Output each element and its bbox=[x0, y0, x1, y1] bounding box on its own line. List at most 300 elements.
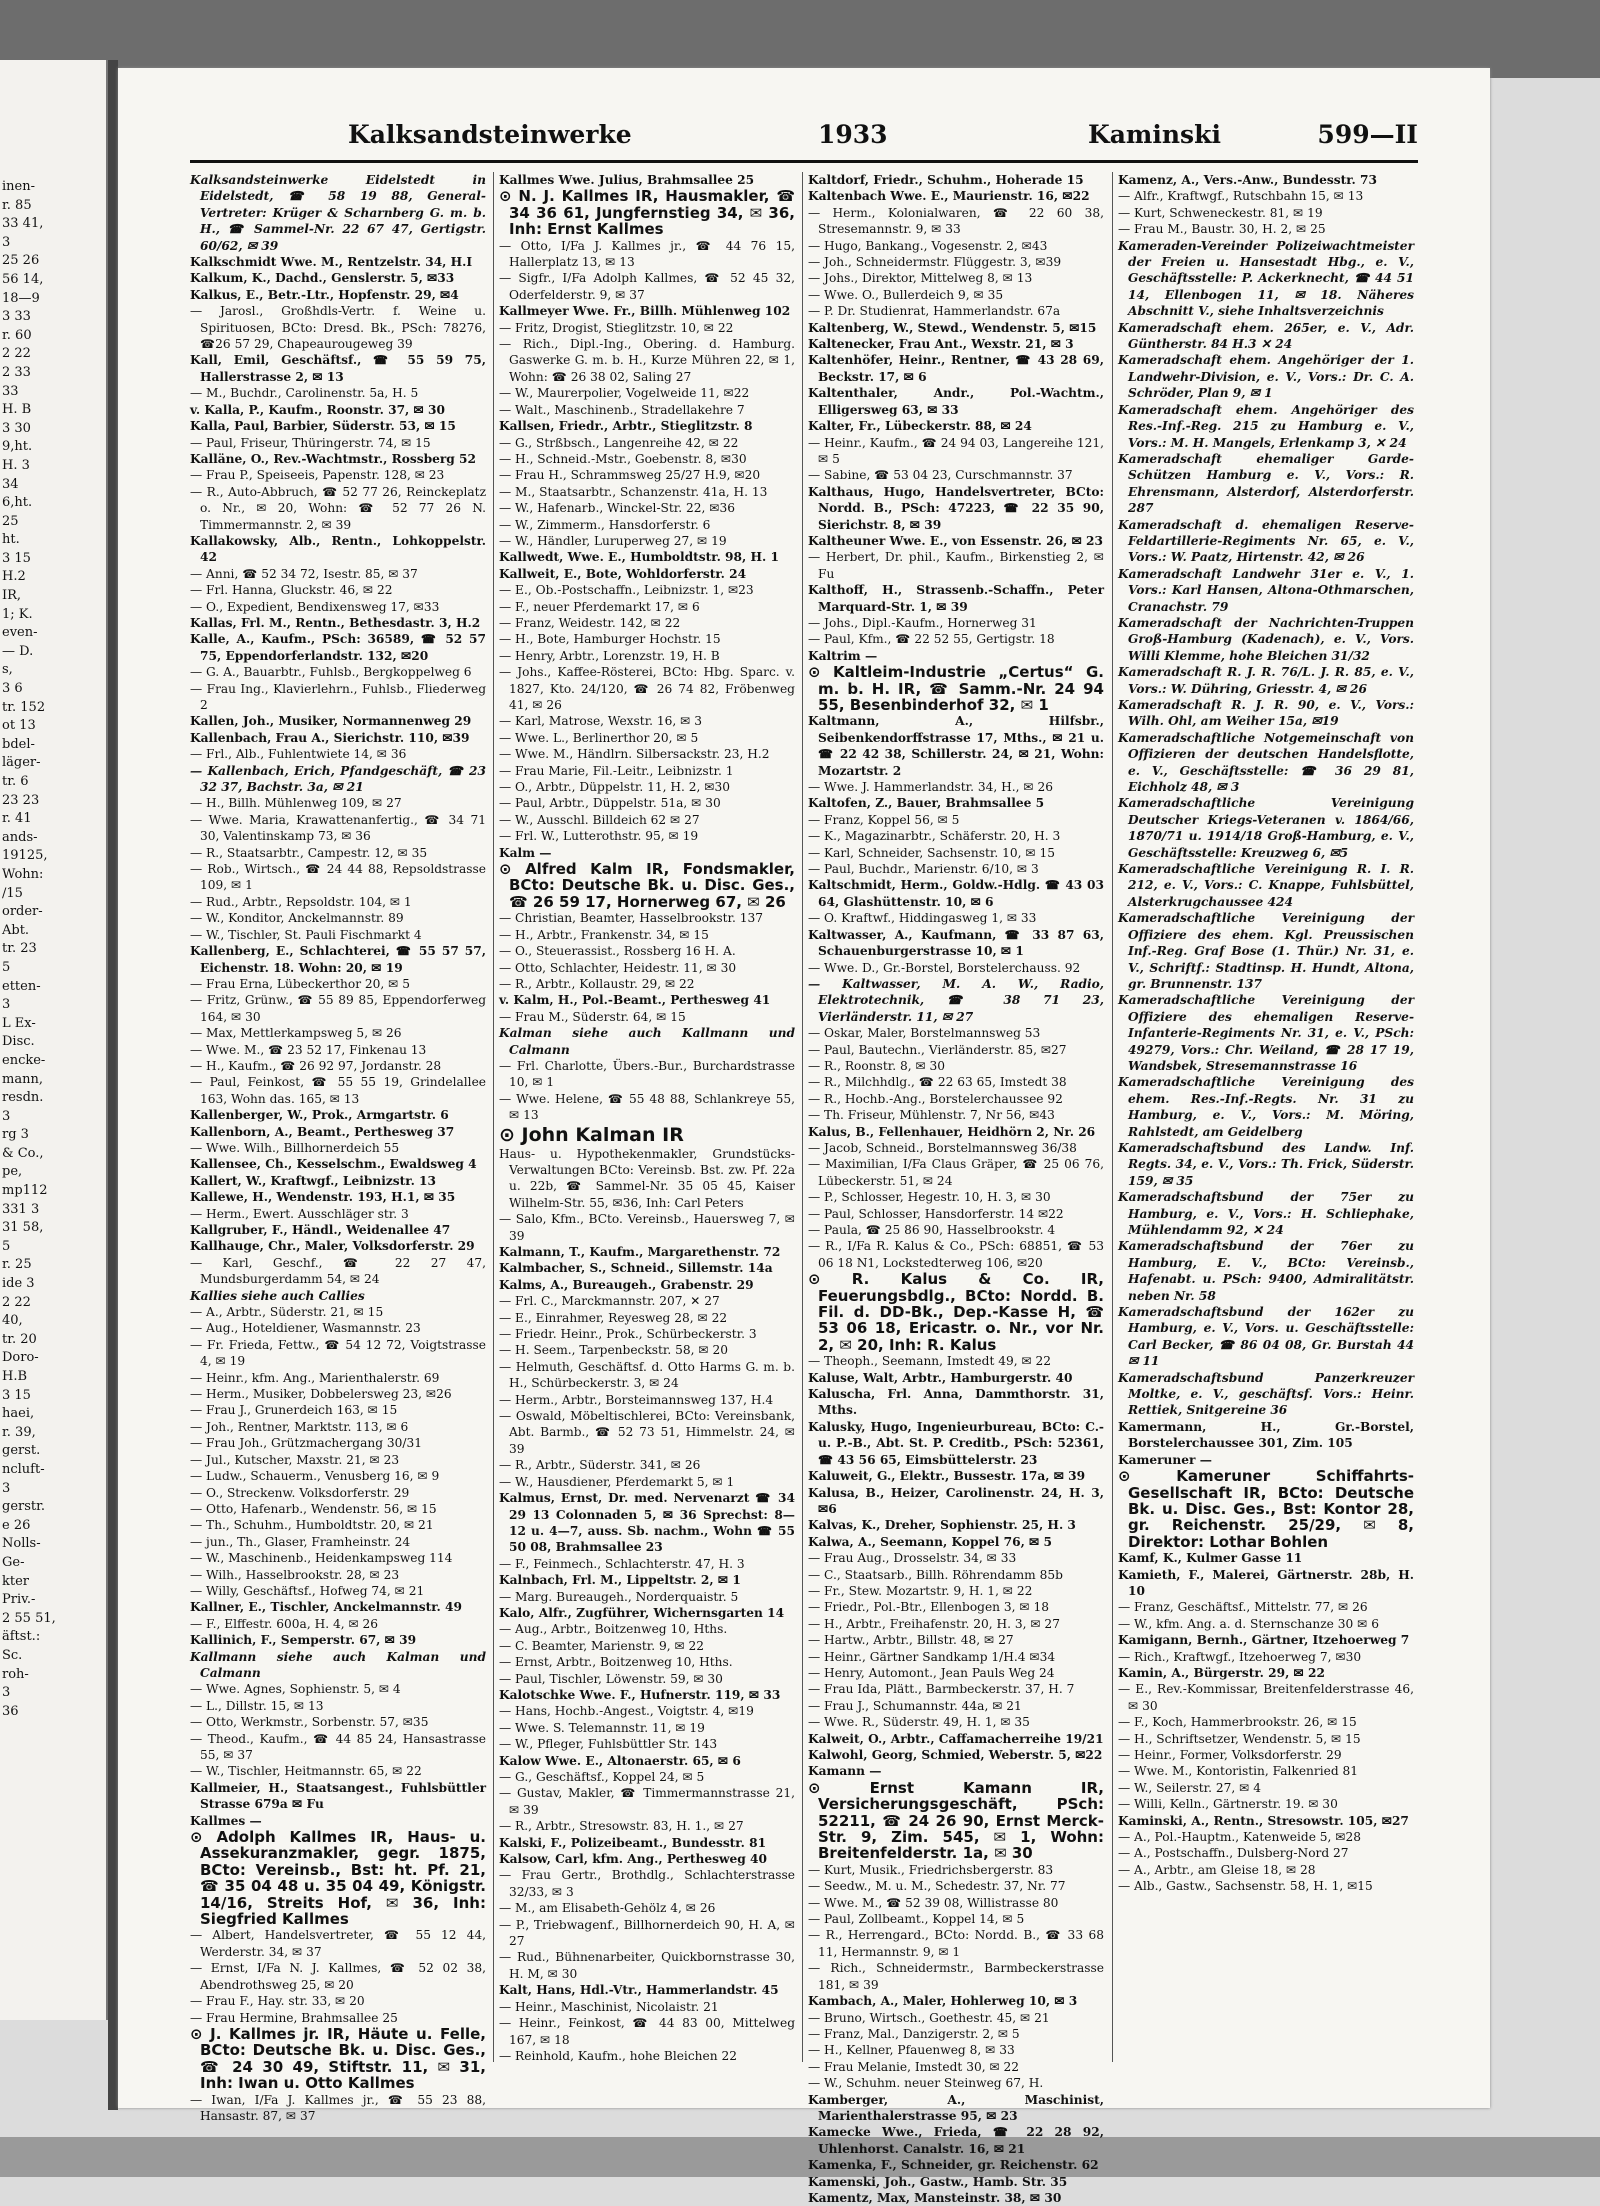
directory-entry: — Frl. W., Lutterothstr. 95, ✉ 19 bbox=[499, 829, 699, 844]
directory-entry: — H., Arbtr., Freihafenstr. 20, H. 3, ✉ 27 bbox=[808, 1616, 1060, 1631]
directory-entry: — H., Schriftsetzer, Wendenstr. 5, ✉ 15 bbox=[1118, 1731, 1361, 1746]
directory-entry: — Hans, Hochb.-Angest., Voigtstr. 4, ✉19 bbox=[499, 1704, 754, 1719]
directory-entry: Kalkum, K., Dachd., Genslerstr. 5, ✉33 bbox=[190, 271, 455, 286]
prev-page-line: 40, bbox=[2, 1313, 23, 1329]
directory-entry: — Heinr., kfm. Ang., Marienthalerstr. 69 bbox=[190, 1370, 440, 1385]
prev-page-line: Disc. bbox=[2, 1034, 35, 1050]
directory-entry: — Herbert, Dr. phil., Kaufm., Birkenstieg 2, ✉ Fu bbox=[808, 550, 1104, 581]
directory-entry: — Frl. Hanna, Gluckstr. 46, ✉ 22 bbox=[190, 583, 393, 598]
prev-page-line: ht. bbox=[2, 532, 20, 548]
directory-entry: — Paul, Tischler, Löwenstr. 59, ✉ 30 bbox=[499, 1671, 723, 1686]
directory-entry: — Seedw., M. u. M., Schedestr. 37, Nr. 77 bbox=[808, 1879, 1066, 1894]
directory-entry: — Wwe. M., Kontoristin, Falkenried 81 bbox=[1118, 1764, 1359, 1779]
directory-entry: Kallensee, Ch., Kesselschm., Ewaldsweg 4 bbox=[190, 1157, 477, 1172]
directory-entry: ⊙ Kameruner Schiffahrts-Gesellschaft IR, BCto: Deutsche Bk. u. Disc. Ges., Bst: Kontor 28, gr. Reichenstr. 25/29, ✉ 8, Direktor: Lothar Bohlen bbox=[1118, 1467, 1414, 1551]
directory-entry: — Albert, Handelsvertreter, ☎ 55 12 44, Werderstr. 34, ✉ 37 bbox=[190, 1928, 486, 1959]
directory-entry: Kalusa, B., Heizer, Carolinenstr. 24, H. 3, ✉6 bbox=[808, 1485, 1104, 1516]
directory-entry: — Maximilian, I/Fa Claus Gräper, ☎ 25 06 76, Lübeckerstr. 51, ✉ 24 bbox=[808, 1157, 1104, 1188]
directory-entry: Kalthaus, Hugo, Handelsvertreter, BCto: Nordd. B., PSch: 47223, ☎ 22 35 90, Sierichstr. 8, ✉ 39 bbox=[808, 484, 1104, 532]
directory-entry: — Aug., Arbtr., Boitzenweg 10, Hths. bbox=[499, 1622, 728, 1637]
prev-page-line: 2 22 bbox=[2, 1294, 31, 1310]
directory-entry: — Reinhold, Kaufm., hohe Bleichen 22 bbox=[499, 2048, 737, 2063]
directory-entry: — R., Auto-Abbruch, ☎ 52 77 26, Reinckeplatz o. Nr., ✉ 20, Wohn: ☎ 52 77 26 N. Timmermannstr. 2, ✉ 39 bbox=[190, 484, 486, 532]
directory-entry: v. Kalm, H., Pol.-Beamt., Perthesweg 41 bbox=[499, 993, 771, 1008]
directory-entry: Kalksandsteinwerke Eidelstedt in Eidelstedt, ☎ 58 19 88, General-Vertreter: Krüger & Scharnberg G. m. b. H., ☎ Sammel-Nr. 22 67 47, Gertigstr. 60/62, ✉ 39 bbox=[190, 173, 486, 253]
directory-entry: — Paul, Zollbeamt., Koppel 14, ✉ 5 bbox=[808, 1912, 1025, 1927]
directory-entry: Kaltrim — bbox=[808, 648, 878, 663]
directory-entry: — Otto, Hafenarb., Wendenstr. 56, ✉ 15 bbox=[190, 1501, 437, 1516]
directory-entry: Kallhauge, Chr., Maler, Volksdorferstr. 29 bbox=[190, 1239, 475, 1254]
directory-entry: — Alb., Gastw., Sachsenstr. 58, H. 1, ✉15 bbox=[1118, 1879, 1373, 1894]
directory-entry: — W., Händler, Luruperweg 27, ✉ 19 bbox=[499, 533, 727, 548]
directory-entry: — Wilh., Hasselbrookstr. 28, ✉ 23 bbox=[190, 1567, 400, 1582]
directory-entry: — F., Feinmech., Schlachterstr. 47, H. 3 bbox=[499, 1556, 745, 1571]
directory-entry: ⊙ John Kalman IR bbox=[499, 1123, 684, 1146]
directory-entry: Kameradschaft Landwehr 31er e. V., 1. Vors.: Karl Hansen, Altona-Othmarschen, Cranachstr. 79 bbox=[1118, 566, 1414, 614]
prev-page-line: pe, bbox=[2, 1164, 23, 1180]
directory-entry: — Franz, Mal., Danzigerstr. 2, ✉ 5 bbox=[808, 2026, 1020, 2041]
directory-entry: — Wwe. Maria, Krawattenanfertig., ☎ 34 71 30, Valentinskamp 73, ✉ 36 bbox=[190, 812, 486, 844]
directory-entry: Kalkschmidt Wwe. M., Rentzelstr. 34, H.I bbox=[190, 255, 473, 270]
directory-entry: — Max, Mettlerkampsweg 5, ✉ 26 bbox=[190, 1026, 402, 1041]
prev-page-line: 1; K. bbox=[2, 606, 33, 622]
prev-page-line: & Co., bbox=[2, 1145, 44, 1161]
directory-entry: — G. A., Bauarbtr., Fuhlsb., Bergkoppelweg 6 bbox=[190, 665, 472, 680]
book-spine bbox=[108, 60, 118, 2110]
directory-entry: — Bruno, Wirtsch., Goethestr. 45, ✉ 21 bbox=[808, 2010, 1050, 2025]
directory-entry: Kalski, F., Polizeibeamt., Bundesstr. 81 bbox=[499, 1835, 767, 1850]
directory-entry: — Kallenbach, Erich, Pfandgeschäft, ☎ 23 32 37, Bachstr. 3a, ✉ 21 bbox=[190, 763, 486, 795]
directory-entry: — Frau P., Speiseeis, Papenstr. 128, ✉ 23 bbox=[190, 468, 445, 483]
directory-entry: Kalter, Fr., Lübeckerstr. 88, ✉ 24 bbox=[808, 419, 1032, 434]
directory-entry: — Herm., Musiker, Dobbelersweg 23, ✉26 bbox=[190, 1387, 452, 1402]
directory-entry: — Karl, Geschf., ☎ 22 27 47, Mundsburgerdamm 54, ✉ 24 bbox=[190, 1255, 486, 1287]
directory-entry: — Kaltwasser, M. A. W., Radio, Elektrotechnik, ☎ 38 71 23, Vierländerstr. 11, ✉ 27 bbox=[808, 976, 1104, 1024]
directory-entry: — Friedr., Pol.-Btr., Ellenbogen 3, ✉ 18 bbox=[808, 1600, 1049, 1615]
prev-page-line: r. 85 bbox=[2, 197, 32, 213]
directory-entry: — Paul, Kfm., ☎ 22 52 55, Gertigstr. 18 bbox=[808, 632, 1055, 647]
prev-page-line: 23 23 bbox=[2, 792, 40, 808]
directory-entry: Kallies siehe auch Callies bbox=[190, 1288, 365, 1303]
prev-page-line: 25 bbox=[2, 513, 19, 529]
directory-entry: — W., Schuhm. neuer Steinweg 67, H. bbox=[808, 2076, 1044, 2091]
directory-entry: Kaltenthaler, Andr., Pol.-Wachtm., Elligersweg 63, ✉ 33 bbox=[808, 386, 1104, 417]
directory-entry: — G., Geschäftsf., Koppel 24, ✉ 5 bbox=[499, 1770, 705, 1784]
directory-entry: — Frl. Charlotte, Übers.-Bur., Burchardstrasse 10, ✉ 1 bbox=[499, 1058, 795, 1090]
prev-page-line: kter bbox=[2, 1573, 30, 1589]
directory-entry: — Jacob, Schneid., Borstelmannsweg 36/38 bbox=[808, 1140, 1077, 1155]
column-divider bbox=[1112, 172, 1113, 2062]
directory-entry: ⊙ Alfred Kalm IR, Fondsmakler, BCto: Deutsche Bk. u. Disc. Ges., ☎ 26 59 17, Hornerweg 67, ✉ 26 bbox=[499, 860, 795, 911]
header-year: 1933 bbox=[818, 120, 888, 149]
prev-page-line: mp112 bbox=[2, 1183, 48, 1199]
directory-entry: — A., Pol.-Hauptm., Katenweide 5, ✉28 bbox=[1118, 1830, 1362, 1845]
directory-entry: Kallen, Joh., Musiker, Normannenweg 29 bbox=[190, 714, 472, 729]
directory-entry: — H. Seem., Tarpenbeckstr. 58, ✉ 20 bbox=[499, 1343, 728, 1358]
prev-page-line: läger- bbox=[2, 755, 41, 771]
directory-entry: Kaminski, A., Rentn., Stresowstr. 105, ✉27 bbox=[1118, 1813, 1409, 1828]
directory-entry: Kallmes — bbox=[190, 1813, 262, 1828]
directory-entry: — Paul, Bautechn., Vierländerstr. 85, ✉27 bbox=[808, 1042, 1067, 1057]
prev-page-line: 33 bbox=[2, 383, 19, 399]
prev-page-line: ide 3 bbox=[2, 1276, 35, 1292]
prev-page-line: /15 bbox=[2, 885, 23, 901]
prev-page-line: Abt. bbox=[2, 922, 30, 938]
directory-entry: — R., I/Fa R. Kalus & Co., PSch: 68851, ☎ 53 06 18 N1, Lockstedterweg 106, ✉20 bbox=[808, 1239, 1104, 1270]
directory-entry: — R., Arbtr., Stresowstr. 83, H. 1., ✉ 27 bbox=[499, 1819, 744, 1834]
previous-page-fragment bbox=[0, 60, 108, 2020]
directory-entry: — Fritz, Grünw., ☎ 55 89 85, Eppendorferweg 164, ✉ 30 bbox=[190, 993, 486, 1024]
directory-entry: Kalsow, Carl, kfm. Ang., Perthesweg 40 bbox=[499, 1852, 767, 1867]
prev-page-line: L Ex- bbox=[2, 1015, 36, 1031]
prev-page-line: 34 bbox=[2, 476, 19, 492]
directory-entry: — Wwe. Agnes, Sophienstr. 5, ✉ 4 bbox=[190, 1682, 401, 1697]
directory-entry: — M., Buchdr., Carolinenstr. 5a, H. 5 bbox=[190, 386, 419, 401]
prev-page-line: rg 3 bbox=[2, 1127, 29, 1143]
directory-entry: Kaltenecker, Frau Ant., Wexstr. 21, ✉ 3 bbox=[808, 337, 1074, 352]
directory-entry: — W., Hafenarb., Winckel-Str. 22, ✉36 bbox=[499, 501, 736, 516]
directory-entry: — Walt., Maschinenb., Stradellakehre 7 bbox=[499, 402, 745, 417]
directory-entry: — Frau M., Baustr. 30, H. 2, ✉ 25 bbox=[1118, 222, 1326, 237]
directory-entry: Kameradschaftsbund Panzerkreuzer Moltke, e. V., geschäftsf. Vors.: Heinr. Rettiek, Snitgereine 36 bbox=[1118, 1370, 1414, 1418]
prev-page-line: 3 bbox=[2, 1480, 11, 1496]
directory-entry: Kalla, Paul, Barbier, Süderstr. 53, ✉ 15 bbox=[190, 419, 456, 434]
directory-entry: Kalwa, A., Seemann, Koppel 76, ✉ 5 bbox=[808, 1534, 1052, 1549]
directory-entry: Kameradschaftliche Vereinigung des ehem. Res.-Inf.-Regts. Nr. 31 zu Hamburg, e. V., Vors.: M. Möring, Rahlstedt, am Geidelberg bbox=[1118, 1075, 1414, 1139]
prev-page-line: 9,ht. bbox=[2, 439, 33, 455]
directory-entry: — Heinr., Feinkost, ☎ 44 83 00, Mittelweg 167, ✉ 18 bbox=[499, 2016, 795, 2047]
directory-entry: — R., Roonstr. 8, ✉ 30 bbox=[808, 1058, 946, 1073]
prev-page-line: mann, bbox=[2, 1071, 43, 1087]
prev-page-line: äftst.: bbox=[2, 1629, 41, 1645]
directory-entry: — Henry, Arbtr., Lorenzstr. 19, H. B bbox=[499, 648, 720, 663]
prev-page-line: 3 bbox=[2, 1685, 11, 1701]
directory-entry: Kamenka, F., Schneider, gr. Reichenstr. 62 bbox=[808, 2158, 1099, 2173]
directory-entry: — W., Pfleger, Fuhlsbüttler Str. 143 bbox=[499, 1737, 718, 1752]
directory-entry: — Salo, Kfm., BCto. Vereinsb., Hauersweg 7, ✉ 39 bbox=[499, 1212, 795, 1243]
directory-entry: Kamf, K., Kulmer Gasse 11 bbox=[1118, 1551, 1303, 1566]
directory-entry: — Ernst, Arbtr., Boitzenweg 10, Hths. bbox=[499, 1655, 733, 1670]
directory-entry: Kall, Emil, Geschäftsf., ☎ 55 59 75, Hallerstrasse 2, ✉ 13 bbox=[190, 353, 486, 384]
directory-entry: — R., Herrengard., BCto: Nordd. B., ☎ 33 68 11, Hermannstr. 9, ✉ 1 bbox=[808, 1928, 1104, 1959]
directory-entry: — W., kfm. Ang. a. d. Sternschanze 30 ✉ 6 bbox=[1118, 1616, 1379, 1631]
directory-entry: Kaltheuner Wwe. E., von Essenstr. 26, ✉ 23 bbox=[808, 533, 1104, 548]
directory-entry: Kalwohl, Georg, Schmied, Weberstr. 5, ✉22 bbox=[808, 1748, 1103, 1762]
directory-entry: Kalt, Hans, Hdl.-Vtr., Hammerlandstr. 45 bbox=[499, 1983, 779, 1998]
prev-page-line: 2 55 51, bbox=[2, 1610, 56, 1626]
directory-entry: Kalle, A., Kaufm., PSch: 36589, ☎ 52 57 75, Eppendorferlandstr. 132, ✉20 bbox=[190, 632, 486, 663]
directory-entry: — Willy, Geschäftsf., Hofweg 74, ✉ 21 bbox=[190, 1583, 425, 1598]
directory-entry: — Rud., Arbtr., Repsoldstr. 104, ✉ 1 bbox=[190, 894, 412, 909]
prev-page-line: tr. 23 bbox=[2, 941, 37, 957]
directory-entry: — Rich., Kraftwgf., Itzehoerweg 7, ✉30 bbox=[1118, 1649, 1362, 1664]
directory-entry: Kallmeyer Wwe. Fr., Billh. Mühlenweg 102 bbox=[499, 304, 791, 319]
prev-page-line: 3 15 bbox=[2, 1387, 31, 1403]
directory-entry: — Wwe. O., Bullerdeich 9, ✉ 35 bbox=[808, 287, 1004, 302]
directory-entry: — Frau M., Süderstr. 64, ✉ 15 bbox=[499, 1009, 686, 1024]
directory-entry: Kallmes Wwe. Julius, Brahmsallee 25 bbox=[499, 173, 755, 187]
column-divider bbox=[493, 172, 494, 2062]
prev-page-line: Nolls- bbox=[2, 1536, 41, 1552]
directory-entry: — Johs., Dipl.-Kaufm., Hornerweg 31 bbox=[808, 615, 1037, 630]
header-last-entry: Kaminski bbox=[1088, 120, 1221, 149]
directory-entry: Kamann — bbox=[808, 1764, 882, 1779]
directory-entry: — Frl., Alb., Fuhlentwiete 14, ✉ 36 bbox=[190, 747, 407, 762]
directory-entry: — Wwe. S. Telemannstr. 11, ✉ 19 bbox=[499, 1720, 705, 1735]
directory-entry: Kaltschmidt, Herm., Goldw.-Hdlg. ☎ 43 03 64, Glashüttenstr. 10, ✉ 6 bbox=[808, 878, 1104, 909]
directory-entry: — Johs., Direktor, Mittelweg 8, ✉ 13 bbox=[808, 271, 1033, 286]
directory-entry: Kalweit, O., Arbtr., Caffamacherreihe 19/21 bbox=[808, 1731, 1104, 1746]
prev-page-line: r. 60 bbox=[2, 327, 32, 343]
prev-page-line: Priv.- bbox=[2, 1592, 36, 1608]
prev-page-line: 3 bbox=[2, 234, 11, 250]
directory-entry: Kallinich, F., Semperstr. 67, ✉ 39 bbox=[190, 1633, 417, 1648]
directory-entry: — Frau Melanie, Imstedt 30, ✉ 22 bbox=[808, 2059, 1020, 2074]
directory-entry: Kameradschaft ehem. Angehöriger der 1. Landwehr-Division, e. V., Vors.: Dr. C. A. Schröder, Plan 9, ✉ 1 bbox=[1118, 353, 1414, 401]
directory-entry: — Sabine, ☎ 53 04 23, Curschmannstr. 37 bbox=[808, 468, 1073, 483]
column-divider bbox=[802, 172, 803, 2062]
directory-entry: — Rich., Dipl.-Ing., Obering. d. Hamburg. Gaswerke G. m. b. H., Kurze Mühren 22, ✉ 1, Wohn: ☎ 26 38 02, Saling 27 bbox=[499, 337, 795, 384]
directory-entry: — Wwe. L., Berlinerthor 20, ✉ 5 bbox=[499, 730, 699, 745]
directory-entry: — K., Magazinarbtr., Schäferstr. 20, H. 3 bbox=[808, 829, 1061, 844]
directory-entry: — W., Maurerpolier, Vogelweide 11, ✉22 bbox=[499, 386, 750, 401]
directory-entry: Kallweit, E., Bote, Wohldorferstr. 24 bbox=[499, 566, 747, 581]
prev-page-line: 3 bbox=[2, 1108, 11, 1124]
directory-entry: — Th., Schuhm., Humboldtstr. 20, ✉ 21 bbox=[190, 1518, 434, 1533]
directory-entry: — Frau Aug., Drosselstr. 34, ✉ 33 bbox=[808, 1551, 1017, 1566]
directory-entry: — Joh., Schneidermstr. Flüggestr. 3, ✉39 bbox=[808, 255, 1062, 270]
running-header bbox=[188, 120, 1418, 160]
directory-entry: Kameradschaft R. J. R. 90, e. V., Vors.: Wilh. Ohl, am Weiher 15a, ✉19 bbox=[1118, 698, 1414, 729]
directory-entry: — Oskar, Maler, Borstelmannsweg 53 bbox=[808, 1026, 1041, 1041]
prev-page-line: H.B bbox=[2, 1369, 28, 1384]
prev-page-line: — D. bbox=[2, 643, 34, 659]
directory-entry: — P. Dr. Studienrat, Hammerlandstr. 67a bbox=[808, 304, 1061, 319]
directory-entry: — E., Rev.-Kommissar, Breitenfelderstrasse 46, ✉ 30 bbox=[1118, 1682, 1414, 1713]
directory-entry: Kaltdorf, Friedr., Schuhm., Hoherade 15 bbox=[808, 173, 1084, 187]
prev-page-line: r. 41 bbox=[2, 811, 32, 827]
directory-entry: Kalnbach, Frl. M., Lippeltstr. 2, ✉ 1 bbox=[499, 1573, 741, 1588]
directory-entry: — Franz, Geschäftsf., Mittelstr. 77, ✉ 26 bbox=[1118, 1600, 1368, 1615]
directory-entry: — Wwe. D., Gr.-Borstel, Borstelerchauss. 92 bbox=[808, 960, 1081, 975]
directory-entry: — Jul., Kutscher, Maxstr. 21, ✉ 23 bbox=[190, 1452, 400, 1467]
directory-entry: Kallas, Frl. M., Rentn., Bethesdastr. 3, H.2 bbox=[190, 615, 481, 630]
directory-entry: — Alfr., Kraftwgf., Rutschbahn 15, ✉ 13 bbox=[1118, 189, 1364, 204]
prev-page-line: Wohn: bbox=[2, 866, 44, 882]
directory-page bbox=[118, 68, 1490, 2205]
directory-entry: — Wwe. M., Händlrn. Silbersackstr. 23, H.2 bbox=[499, 747, 770, 762]
directory-entry: Kallner, E., Tischler, Anckelmannstr. 49 bbox=[190, 1600, 462, 1615]
directory-entry: — Ludw., Schauerm., Venusberg 16, ✉ 9 bbox=[190, 1469, 440, 1484]
directory-entry: Kamecke Wwe., Frieda, ☎ 22 28 92, Uhlenhorst. Canalstr. 16, ✉ 21 bbox=[808, 2125, 1104, 2156]
directory-entry: Kalus, B., Fellenhauer, Heidhörn 2, Nr. 26 bbox=[808, 1124, 1096, 1139]
directory-entry: — Frau J., Schumannstr. 44a, ✉ 21 bbox=[808, 1698, 1022, 1713]
directory-entry: Kamin, A., Bürgerstr. 29, ✉ 22 bbox=[1118, 1665, 1325, 1680]
prev-page-line: 3 6 bbox=[2, 681, 23, 697]
directory-entry: Kallmeier, H., Staatsangest., Fuhlsbüttler Strasse 679a ✉ Fu bbox=[190, 1780, 486, 1812]
directory-entry: Kameradschaftsbund der 162er zu Hamburg, e. V., Vors. u. Geschäftsstelle: Carl Becker, ☎ 86 04 08, Gr. Burstah 44 ✉ 11 bbox=[1118, 1305, 1414, 1369]
prev-page-line: Sc. bbox=[2, 1647, 23, 1663]
directory-entry: Kalman siehe auch Kallmann und Calmann bbox=[499, 1026, 795, 1057]
prev-page-line: s, bbox=[2, 662, 13, 678]
directory-entry: — Herm., Arbtr., Borsteimannsweg 137, H.4 bbox=[499, 1392, 774, 1407]
directory-entry: — Helmuth, Geschäftsf. d. Otto Harms G. m. b. H., Schürbeckerstr. 3, ✉ 24 bbox=[499, 1359, 795, 1391]
directory-entry: — A., Postschaffn., Dulsberg-Nord 27 bbox=[1118, 1846, 1349, 1861]
directory-entry: Kallenbach, Frau A., Sierichstr. 110, ✉39 bbox=[190, 730, 470, 745]
directory-entry: — Heinr., Gärtner Sandkamp 1/H.4 ✉34 bbox=[808, 1649, 1056, 1664]
directory-entry: — Frau Gertr., Brothdlg., Schlachterstrasse 32/33, ✉ 3 bbox=[499, 1868, 795, 1899]
directory-entry: — Wwe. M., ☎ 52 39 08, Willistrasse 80 bbox=[808, 1895, 1059, 1910]
directory-entry: Kaltwasser, A., Kaufmann, ☎ 33 87 63, Schauenburgerstrasse 10, ✉ 1 bbox=[808, 927, 1104, 959]
prev-page-line: 3 bbox=[2, 997, 11, 1013]
directory-entry: — O., Expedient, Bendixensweg 17, ✉33 bbox=[190, 599, 440, 614]
directory-entry: — Aug., Hoteldiener, Wasmannstr. 23 bbox=[190, 1321, 421, 1336]
directory-entry: — Henry, Automont., Jean Pauls Weg 24 bbox=[808, 1665, 1055, 1680]
directory-entry: ⊙ Adolph Kallmes IR, Haus- u. Assekuranzmakler, gegr. 1875, BCto: Vereinsb., Bst: ht. Pf. 21, ☎ 35 04 48 u. 35 04 49, Königstr. 14/16, Streits Hof, ✉ 36, Inh: Siegfried Kallmes bbox=[190, 1828, 486, 1929]
directory-entry: — Christian, Beamter, Hasselbrookstr. 137 bbox=[499, 911, 764, 926]
directory-entry: Kallenberger, W., Prok., Armgartstr. 6 bbox=[190, 1108, 449, 1123]
prev-page-line: encke- bbox=[2, 1052, 46, 1068]
directory-entry: — Wwe. R., Süderstr. 49, H. 1, ✉ 35 bbox=[808, 1715, 1030, 1730]
directory-entry: — F., Elffestr. 600a, H. 4, ✉ 26 bbox=[190, 1616, 379, 1631]
directory-entry: — Karl, Matrose, Wexstr. 16, ✉ 3 bbox=[499, 714, 703, 729]
directory-entry: Kamenz, A., Vers.-Anw., Bundesstr. 73 bbox=[1118, 173, 1377, 187]
column-3 bbox=[808, 172, 1104, 2205]
prev-page-line: even- bbox=[2, 625, 38, 641]
directory-entry: — O., Streckenw. Volksdorferstr. 29 bbox=[190, 1485, 410, 1500]
directory-entry: Kalusky, Hugo, Ingenieurbureau, BCto: C.- u. P.-B., Abt. St. P. Creditb., PSch: 52361, ☎ 43 56 65, Eimsbüttelerstr. 23 bbox=[808, 1419, 1104, 1467]
directory-entry: — jun., Th., Glaser, Framheinstr. 24 bbox=[190, 1534, 411, 1549]
directory-entry: Kalotschke Wwe. F., Hufnerstr. 119, ✉ 33 bbox=[499, 1687, 781, 1702]
directory-entry: — O. Kraftwf., Hiddingasweg 1, ✉ 33 bbox=[808, 911, 1037, 926]
directory-entry: — Wwe. M., ☎ 23 52 17, Finkenau 13 bbox=[190, 1042, 427, 1057]
directory-entry: Kameruner — bbox=[1118, 1452, 1212, 1467]
directory-entry: ⊙ J. Kallmes jr. IR, Häute u. Felle, BCto: Deutsche Bk. u. Disc. Ges., ☎ 24 30 49, Stiftstr. 11, ✉ 31, Inh: Iwan u. Otto Kallmes bbox=[190, 2024, 486, 2093]
directory-entry: Kallsen, Friedr., Arbtr., Stieglitzstr. 8 bbox=[499, 419, 753, 434]
directory-entry: — Paul, Friseur, Thüringerstr. 74, ✉ 15 bbox=[190, 435, 431, 450]
directory-entry: Kameradschaft R. J. R. 76/L. J. R. 85, e. V., Vors.: W. Dühring, Griesstr. 4, ✉ 26 bbox=[1118, 665, 1414, 696]
directory-entry: — Herm., Kolonialwaren, ☎ 22 60 38, Stresemannstr. 9, ✉ 33 bbox=[808, 205, 1104, 237]
scan-background-bottom bbox=[0, 2137, 1600, 2177]
directory-entry: — G., Strßbsch., Langenreihe 42, ✉ 22 bbox=[499, 435, 739, 450]
directory-entry: — Wwe. Wilh., Billhornerdeich 55 bbox=[190, 1140, 400, 1155]
directory-entry: — Frau Ing., Klavierlehrn., Fuhlsb., Fliederweg 2 bbox=[190, 681, 486, 712]
scan-background-top bbox=[0, 0, 1600, 78]
directory-entry: — C. Beamter, Marienstr. 9, ✉ 22 bbox=[499, 1638, 705, 1653]
prev-page-line: ands- bbox=[2, 829, 38, 845]
directory-entry: — Otto, I/Fa J. Kallmes jr., ☎ 44 76 15, Hallerplatz 13, ✉ 13 bbox=[499, 238, 795, 270]
prev-page-line: haei, bbox=[2, 1406, 35, 1422]
directory-entry: — Franz, Weidestr. 142, ✉ 22 bbox=[499, 615, 681, 630]
directory-entry: — P., Triebwagenf., Billhornerdeich 90, H. A, ✉ 27 bbox=[499, 1917, 795, 1949]
directory-entry: Kamieth, F., Malerei, Gärtnerstr. 28b, H. 10 bbox=[1118, 1567, 1414, 1598]
directory-entry: Kameradschaft ehemaliger Garde-Schützen Hamburg e. V., Vors.: R. Ehrensmann, Alsterdorf, Alsterdorferstr. 287 bbox=[1118, 451, 1414, 516]
directory-entry: Kameradschaft ehem. 265er, e. V., Adr. Güntherstr. 84 H.3 ✕ 24 bbox=[1118, 320, 1414, 352]
directory-entry: — Otto, Werkmstr., Sorbenstr. 57, ✉35 bbox=[190, 1715, 429, 1730]
prev-page-line: tr. 6 bbox=[2, 774, 29, 789]
directory-entry: — Johs., Kaffee-Rösterei, BCto: Hbg. Sparc. v. 1827, Kto. 24/120, ☎ 26 74 82, Fröbenweg 41, ✉ 26 bbox=[499, 665, 795, 712]
header-rule bbox=[190, 160, 1418, 163]
prev-page-line: 5 bbox=[2, 1238, 11, 1254]
directory-entry: Kalm — bbox=[499, 845, 552, 860]
directory-entry: — Friedr. Heinr., Prok., Schürbeckerstr. 3 bbox=[499, 1327, 757, 1342]
prev-page-line: bdel- bbox=[2, 736, 35, 752]
directory-entry: Kalthoff, H., Strassenb.-Schaffn., Peter Marquard-Str. 1, ✉ 39 bbox=[808, 583, 1104, 614]
directory-entry: — E., Ob.-Postschaffn., Leibnizstr. 1, ✉23 bbox=[499, 583, 754, 598]
directory-entry: — W., Ausschl. Billdeich 62 ✉ 27 bbox=[499, 812, 700, 827]
directory-entry: v. Kalla, P., Kaufm., Roonstr. 37, ✉ 30 bbox=[190, 402, 445, 417]
prev-page-line: 18—9 bbox=[2, 290, 40, 306]
directory-entry: — O., Arbtr., Düppelstr. 11, H. 2, ✉30 bbox=[499, 780, 730, 795]
directory-entry: — Paul, Buchdr., Marienstr. 6/10, ✉ 3 bbox=[808, 862, 1039, 877]
directory-entry: — C., Staatsarb., Billh. Röhrendamm 85b bbox=[808, 1567, 1063, 1582]
directory-entry: — H., Billh. Mühlenweg 109, ✉ 27 bbox=[190, 796, 402, 811]
prev-page-line: r. 39, bbox=[2, 1424, 36, 1440]
prev-page-line: order- bbox=[2, 904, 43, 920]
directory-entry: — H., Schneid.-Mstr., Goebenstr. 8, ✉30 bbox=[499, 451, 747, 466]
directory-entry: — H., Bote, Hamburger Hochstr. 15 bbox=[499, 632, 721, 647]
directory-entry: ⊙ Ernst Kamann IR, Versicherungsgeschäft, PSch: 52211, ☎ 24 26 90, Ernst Merck-Str. 9, Zim. 545, ✉ 1, Wohn: Breitenfelderstr. 1a, ✉ 30 bbox=[808, 1778, 1104, 1863]
directory-entry: — Marg. Bureaugeh., Norderquaistr. 5 bbox=[499, 1589, 739, 1604]
directory-entry: — W., Seilerstr. 27, ✉ 4 bbox=[1118, 1780, 1261, 1795]
directory-entry: Kalkus, E., Betr.-Ltr., Hopfenstr. 29, ✉4 bbox=[190, 287, 459, 302]
directory-entry: — Wwe. Helene, ☎ 55 48 88, Schlankreye 55, ✉ 13 bbox=[499, 1091, 795, 1123]
prev-page-line: IR, bbox=[2, 588, 22, 604]
directory-entry: — Paul, Arbtr., Düppelstr. 51a, ✉ 30 bbox=[499, 796, 721, 811]
directory-entry: Kalmbacher, S., Schneid., Sillemstr. 14a bbox=[499, 1261, 773, 1276]
directory-entry: Kameradschaft d. ehemaligen Reserve-Feldartillerie-Regiments Nr. 65, e. V., Vors.: W. Paatz, Hirtenstr. 42, ✉ 26 bbox=[1118, 517, 1414, 565]
directory-entry: — Hartw., Arbtr., Billstr. 48, ✉ 27 bbox=[808, 1633, 1014, 1648]
prev-page-line: e 26 bbox=[2, 1517, 31, 1533]
directory-entry: Kameradschaft ehem. Angehöriger des Res.-Inf.-Reg. 215 zu Hamburg e. V., Vors.: M. H. Mangels, Erlenkamp 3, ✕ 24 bbox=[1118, 402, 1414, 450]
directory-entry: Kalo, Alfr., Zugführer, Wichernsgarten 14 bbox=[499, 1605, 785, 1620]
prev-page-line: 25 26 bbox=[2, 253, 40, 269]
directory-entry: Kallewe, H., Wendenstr. 193, H.1, ✉ 35 bbox=[190, 1190, 456, 1205]
directory-entry: — H., Arbtr., Frankenstr. 34, ✉ 15 bbox=[499, 927, 709, 942]
directory-entry: — W., Tischler, Heitmannstr. 65, ✉ 22 bbox=[190, 1764, 422, 1779]
directory-entry: — P., Schlosser, Hegestr. 10, H. 3, ✉ 30 bbox=[808, 1190, 1051, 1205]
directory-entry: — Frau Hermine, Brahmsallee 25 bbox=[190, 2010, 398, 2025]
prev-page-line: inen- bbox=[2, 179, 35, 194]
directory-entry: Kallwedt, Wwe. E., Humboldtstr. 98, H. 1 bbox=[499, 550, 779, 565]
prev-page-line: 6,ht. bbox=[2, 495, 33, 511]
directory-entry: — M., Staatsarbtr., Schanzenstr. 41a, H. 13 bbox=[499, 484, 768, 499]
directory-entry: — A., Arbtr., am Gleise 18, ✉ 28 bbox=[1118, 1862, 1316, 1877]
directory-entry: — R., Milchhdlg., ☎ 22 63 65, Imstedt 38 bbox=[808, 1075, 1067, 1090]
directory-entry: Kamenski, Joh., Gastw., Hamb. Str. 35 bbox=[808, 2174, 1068, 2189]
directory-entry: Kalmann, T., Kaufm., Margarethenstr. 72 bbox=[499, 1245, 781, 1259]
directory-entry: Kalmus, Ernst, Dr. med. Nervenarzt ☎ 34 29 13 Colonnaden 5, ✉ 36 Sprechst: 8—12 u. 4—7, auss. Sb. nachm., Wohn ☎ 55 50 08, Brahmsallee 23 bbox=[499, 1491, 795, 1555]
prev-page-line: H. B bbox=[2, 402, 32, 418]
directory-entry: — Rich., Schneidermstr., Barmbeckerstrasse 181, ✉ 39 bbox=[808, 1961, 1104, 1992]
directory-entry: — H., Kaufm., ☎ 26 92 97, Jordanstr. 28 bbox=[190, 1058, 442, 1073]
directory-entry: — R., Hochb.-Ang., Borstelerchaussee 92 bbox=[808, 1091, 1063, 1106]
directory-entry: Kameradschaft der Nachrichten-Truppen Groß-Hamburg (Kadenach), e. V., Vors. Willi Klemme, hohe Bleichen 31/32 bbox=[1118, 615, 1414, 663]
directory-entry: — Fr. Frieda, Fettw., ☎ 54 12 72, Voigtstrasse 4, ✉ 19 bbox=[190, 1337, 486, 1369]
directory-entry: — Frl. C., Marckmannstr. 207, ✕ 27 bbox=[499, 1294, 720, 1309]
directory-entry: Kaltofen, Z., Bauer, Brahmsallee 5 bbox=[808, 796, 1045, 811]
directory-entry: — F., Koch, Hammerbrookstr. 26, ✉ 15 bbox=[1118, 1715, 1357, 1730]
directory-entry: ⊙ Kaltleim-Industrie „Certus“ G. m. b. H. IR, ☎ Samm.-Nr. 24 94 55, Besenbinderhof 32, ✉ 1 bbox=[808, 663, 1104, 714]
directory-entry: Kambach, A., Maler, Hohlerweg 10, ✉ 3 bbox=[808, 1994, 1078, 2009]
directory-entry: Kameradschaftliche Vereinigung der Offiziere des ehemaligen Reserve-Infanterie-Regiments Nr. 31, e. V., PSch: 49279, Vors.: Chr. Weiland, ☎ 28 17 19, Wandsbek, Stresemannstrasse 16 bbox=[1118, 993, 1414, 1073]
directory-entry: — Kurt, Schweneckestr. 81, ✉ 19 bbox=[1118, 205, 1323, 220]
directory-entry: — R., Arbtr., Kollaustr. 29, ✉ 22 bbox=[499, 976, 695, 991]
prev-page-line: gerst. bbox=[2, 1443, 41, 1459]
page-number: 599—II bbox=[1317, 120, 1418, 149]
directory-entry: — Willi, Kelln., Gärtnerstr. 19. ✉ 30 bbox=[1118, 1797, 1338, 1812]
directory-entry: Kaltenbach Wwe. E., Maurienstr. 16, ✉22 bbox=[808, 189, 1090, 204]
